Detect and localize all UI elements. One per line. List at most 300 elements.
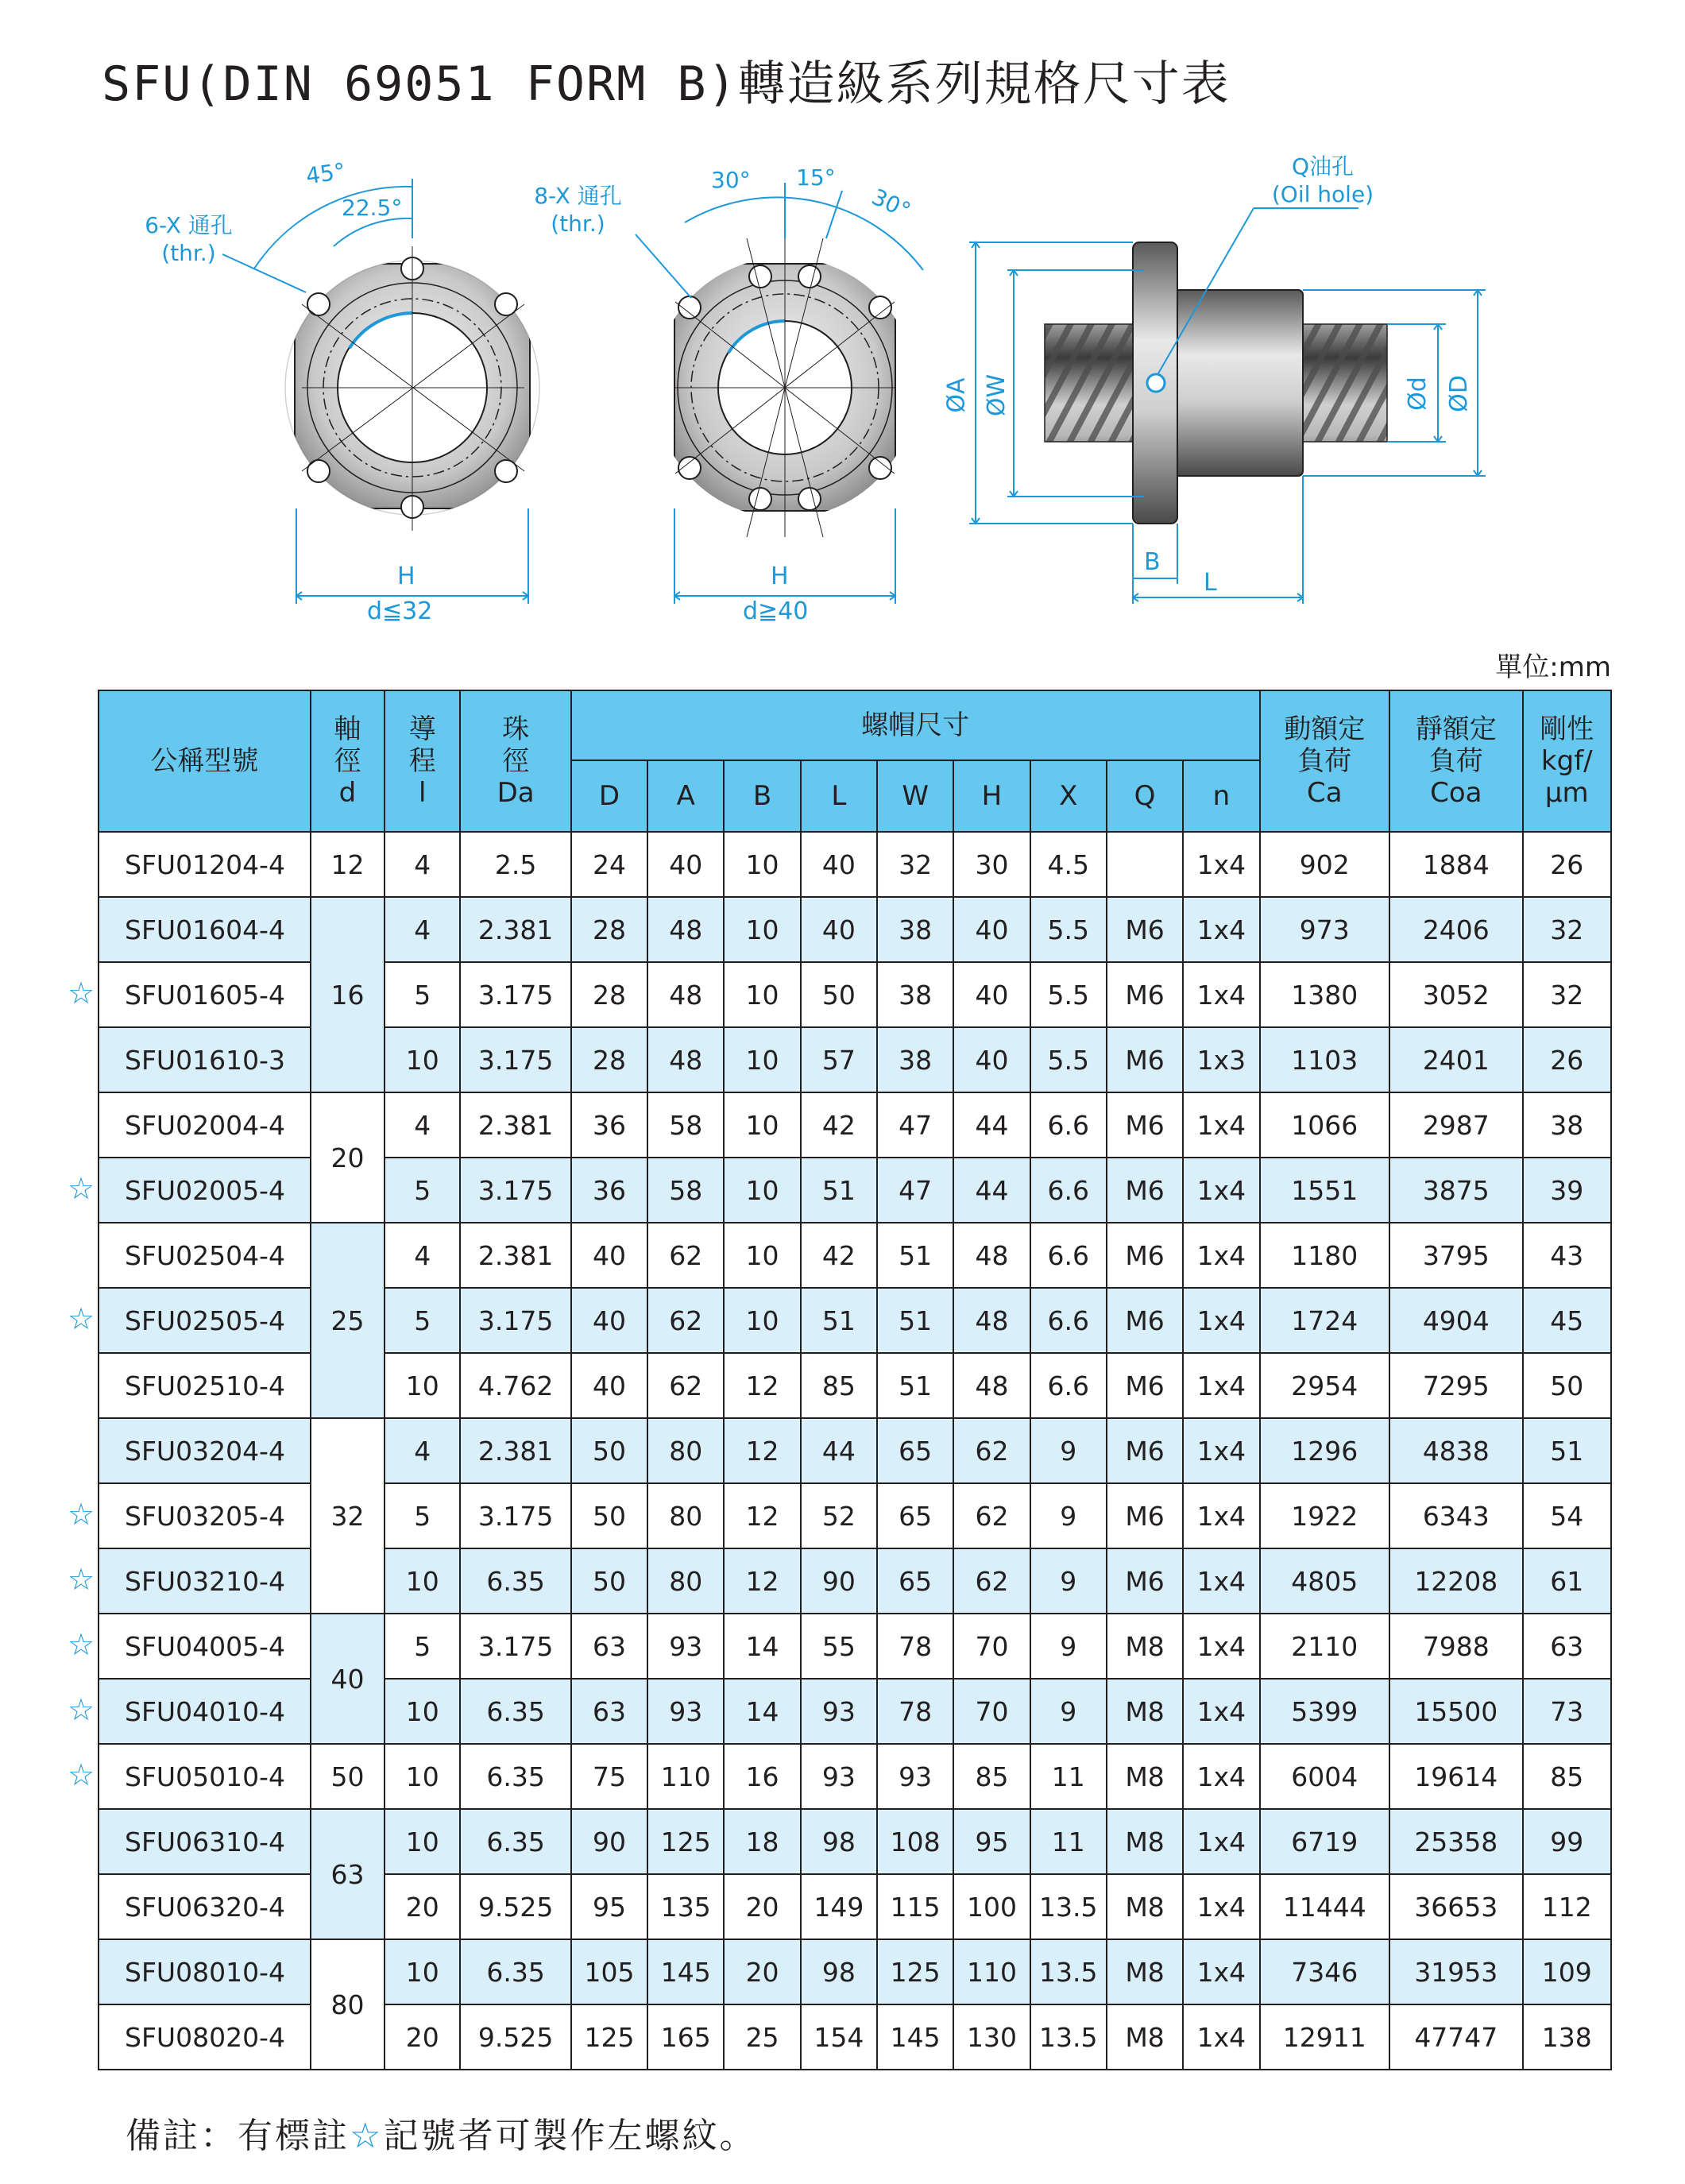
cell-D: 50 — [571, 1418, 647, 1483]
cell-H: 100 — [953, 1874, 1030, 1939]
header-rigidity-line2: kgf/ — [1540, 745, 1593, 777]
cell-B: 14 — [724, 1614, 800, 1679]
header-col-A: A — [647, 760, 724, 832]
cell-B: 12 — [724, 1548, 800, 1614]
cell-Q: M6 — [1107, 897, 1183, 962]
cell-B: 12 — [724, 1418, 800, 1483]
cell-H: 48 — [953, 1288, 1030, 1353]
cell-k: 32 — [1523, 962, 1611, 1027]
header-shaft — [311, 690, 385, 832]
cell-Q: M8 — [1107, 1939, 1183, 2004]
cell-B: 10 — [724, 1223, 800, 1288]
cell-H: 40 — [953, 897, 1030, 962]
cell-Q: M6 — [1107, 962, 1183, 1027]
cell-k: 99 — [1523, 1809, 1611, 1874]
header-dynamic-line1: 動額定 — [1284, 713, 1366, 745]
cell-da: 2.381 — [460, 1092, 570, 1158]
cell-n: 1x4 — [1183, 1809, 1259, 1874]
middle-angle-right: 30° — [868, 184, 915, 224]
cell-B: 10 — [724, 832, 800, 897]
cell-l: 4 — [385, 1418, 460, 1483]
footnote-suffix: 記號者可製作左螺紋。 — [383, 2116, 757, 2156]
cell-H: 62 — [953, 1548, 1030, 1614]
cell-L: 154 — [801, 2004, 877, 2070]
cell-ca: 12911 — [1260, 2004, 1390, 2070]
cell-D: 36 — [571, 1158, 647, 1223]
cell-ca: 4805 — [1260, 1548, 1390, 1614]
cell-B: 10 — [724, 1092, 800, 1158]
cell-model: SFU01604-4 — [99, 897, 311, 962]
cell-W: 47 — [877, 1158, 953, 1223]
cell-n: 1x4 — [1183, 832, 1259, 897]
left-hole-label — [135, 208, 242, 266]
cell-B: 25 — [724, 2004, 800, 2070]
cell-X: 6.6 — [1030, 1223, 1107, 1288]
middle-angle-mid: 15° — [796, 164, 836, 191]
cell-L: 98 — [801, 1809, 877, 1874]
cell-k: 26 — [1523, 832, 1611, 897]
header-ball-line2: 徑 — [502, 745, 530, 777]
cell-model: SFU03204-4 — [99, 1418, 311, 1483]
middle-angle-left: 30° — [711, 167, 751, 193]
cell-H: 70 — [953, 1614, 1030, 1679]
cell-Q: M6 — [1107, 1092, 1183, 1158]
cell-X: 9 — [1030, 1483, 1107, 1548]
cell-H: 40 — [953, 1027, 1030, 1092]
middle-dim-h: H — [771, 562, 789, 590]
side-dim-w: ØW — [983, 373, 1011, 417]
cell-k: 26 — [1523, 1027, 1611, 1092]
header-shaft-line1: 軸 — [334, 713, 361, 745]
cell-W: 65 — [877, 1483, 953, 1548]
cell-k: 54 — [1523, 1483, 1611, 1548]
side-dim-b: B — [1144, 548, 1161, 576]
cell-B: 10 — [724, 1027, 800, 1092]
cell-A: 80 — [647, 1548, 724, 1614]
middle-hole-label-en: (thr.) — [551, 211, 605, 237]
cell-X: 13.5 — [1030, 1874, 1107, 1939]
cell-D: 63 — [571, 1614, 647, 1679]
cell-B: 20 — [724, 1874, 800, 1939]
header-rigidity — [1523, 690, 1611, 832]
cell-D: 40 — [571, 1353, 647, 1418]
cell-Q: M6 — [1107, 1288, 1183, 1353]
cell-ca: 7346 — [1260, 1939, 1390, 2004]
cell-k: 32 — [1523, 897, 1611, 962]
cell-H: 110 — [953, 1939, 1030, 2004]
cell-Q: M6 — [1107, 1223, 1183, 1288]
table-row — [99, 1809, 1611, 1874]
table-row — [99, 1614, 1611, 1679]
side-dim-d-small: Ød — [1403, 377, 1432, 411]
cell-model: SFU01610-3 — [99, 1027, 311, 1092]
cell-n: 1x4 — [1183, 1874, 1259, 1939]
cell-A: 62 — [647, 1223, 724, 1288]
cell-A: 93 — [647, 1614, 724, 1679]
cell-Q: M8 — [1107, 1614, 1183, 1679]
cell-X: 5.5 — [1030, 962, 1107, 1027]
cell-k: 39 — [1523, 1158, 1611, 1223]
cell-D: 50 — [571, 1483, 647, 1548]
cell-Q: M8 — [1107, 1744, 1183, 1809]
table-row — [99, 897, 1611, 962]
cell-ca: 1296 — [1260, 1418, 1390, 1483]
cell-L: 40 — [801, 832, 877, 897]
cell-k: 43 — [1523, 1223, 1611, 1288]
cell-coa: 2987 — [1389, 1092, 1523, 1158]
cell-A: 165 — [647, 2004, 724, 2070]
cell-coa: 15500 — [1389, 1679, 1523, 1744]
cell-L: 93 — [801, 1679, 877, 1744]
cell-da: 6.35 — [460, 1809, 570, 1874]
cell-model: SFU02005-4 — [99, 1158, 311, 1223]
cell-coa: 25358 — [1389, 1809, 1523, 1874]
cell-B: 12 — [724, 1483, 800, 1548]
cell-model: SFU02510-4 — [99, 1353, 311, 1418]
cell-Q: M8 — [1107, 1874, 1183, 1939]
cell-X: 6.6 — [1030, 1092, 1107, 1158]
cell-H: 48 — [953, 1223, 1030, 1288]
cell-ca: 1180 — [1260, 1223, 1390, 1288]
left-thread-star-icon: ☆ — [67, 1171, 95, 1206]
cell-D: 40 — [571, 1288, 647, 1353]
left-hole-label-zh: 6-X 通孔 — [145, 212, 233, 238]
cell-k: 109 — [1523, 1939, 1611, 2004]
cell-A: 62 — [647, 1288, 724, 1353]
cell-A: 110 — [647, 1744, 724, 1809]
left-thread-star-icon: ☆ — [67, 1301, 95, 1336]
cell-model: SFU03205-4 — [99, 1483, 311, 1548]
cell-L: 51 — [801, 1288, 877, 1353]
cell-D: 28 — [571, 1027, 647, 1092]
cell-shaft-diameter: 20 — [311, 1092, 385, 1223]
cell-B: 10 — [724, 1158, 800, 1223]
left-thread-star-icon: ☆ — [67, 976, 95, 1011]
cell-coa: 2401 — [1389, 1027, 1523, 1092]
cell-coa: 2406 — [1389, 897, 1523, 962]
table-row — [99, 832, 1611, 897]
cell-ca: 6719 — [1260, 1809, 1390, 1874]
left-thread-star-icon: ☆ — [67, 1627, 95, 1662]
cell-B: 18 — [724, 1809, 800, 1874]
cell-L: 149 — [801, 1874, 877, 1939]
oil-hole-label — [1247, 149, 1398, 207]
cell-n: 1x4 — [1183, 1483, 1259, 1548]
cell-da: 4.762 — [460, 1353, 570, 1418]
cell-X: 4.5 — [1030, 832, 1107, 897]
cell-l: 10 — [385, 1939, 460, 2004]
cell-B: 16 — [724, 1744, 800, 1809]
left-thread-star-icon: ☆ — [67, 1692, 95, 1727]
cell-n: 1x4 — [1183, 1353, 1259, 1418]
oil-hole-label-en: (Oil hole) — [1271, 181, 1374, 207]
left-angle-outer: 45° — [303, 157, 347, 190]
cell-k: 61 — [1523, 1548, 1611, 1614]
cell-H: 44 — [953, 1092, 1030, 1158]
cell-L: 55 — [801, 1614, 877, 1679]
cell-W: 145 — [877, 2004, 953, 2070]
cell-model: SFU05010-4 — [99, 1744, 311, 1809]
cell-da: 3.175 — [460, 1483, 570, 1548]
cell-model: SFU03210-4 — [99, 1548, 311, 1614]
cell-D: 125 — [571, 2004, 647, 2070]
cell-H: 130 — [953, 2004, 1030, 2070]
cell-da: 3.175 — [460, 1158, 570, 1223]
header-rigidity-line3: μm — [1544, 777, 1589, 809]
cell-Q: M6 — [1107, 1548, 1183, 1614]
cell-L: 40 — [801, 897, 877, 962]
cell-B: 10 — [724, 962, 800, 1027]
header-lead-line2: 程 — [408, 745, 436, 777]
cell-da: 6.35 — [460, 1679, 570, 1744]
cell-Q: M6 — [1107, 1418, 1183, 1483]
cell-H: 85 — [953, 1744, 1030, 1809]
middle-flange-drawing — [636, 183, 923, 604]
cell-shaft-diameter: 63 — [311, 1809, 385, 1939]
header-static-line2: 負荷 — [1428, 745, 1483, 777]
cell-D: 75 — [571, 1744, 647, 1809]
middle-hole-label — [524, 179, 632, 237]
cell-l: 10 — [385, 1744, 460, 1809]
header-col-B: B — [724, 760, 800, 832]
cell-X: 9 — [1030, 1614, 1107, 1679]
cell-H: 40 — [953, 962, 1030, 1027]
cell-k: 45 — [1523, 1288, 1611, 1353]
cell-X: 13.5 — [1030, 1939, 1107, 2004]
cell-n: 1x4 — [1183, 1548, 1259, 1614]
cell-model: SFU01605-4 — [99, 962, 311, 1027]
cell-l: 5 — [385, 1288, 460, 1353]
cell-n: 1x4 — [1183, 1418, 1259, 1483]
cell-B: 10 — [724, 897, 800, 962]
cell-X: 5.5 — [1030, 1027, 1107, 1092]
cell-A: 40 — [647, 832, 724, 897]
left-flange-drawing — [222, 179, 539, 604]
cell-shaft-diameter: 16 — [311, 897, 385, 1092]
cell-L: 44 — [801, 1418, 877, 1483]
cell-ca: 1724 — [1260, 1288, 1390, 1353]
cell-W: 47 — [877, 1092, 953, 1158]
cell-n: 1x4 — [1183, 1092, 1259, 1158]
cell-L: 42 — [801, 1223, 877, 1288]
cell-da: 6.35 — [460, 1548, 570, 1614]
cell-D: 24 — [571, 832, 647, 897]
footnote — [126, 2107, 756, 2158]
cell-W: 38 — [877, 897, 953, 962]
cell-ca: 6004 — [1260, 1744, 1390, 1809]
cell-shaft-diameter: 80 — [311, 1939, 385, 2070]
cell-n: 1x4 — [1183, 1158, 1259, 1223]
cell-n: 1x4 — [1183, 2004, 1259, 2070]
side-dim-a: ØA — [942, 377, 971, 413]
cell-ca: 973 — [1260, 897, 1390, 962]
header-static-line1: 靜額定 — [1415, 713, 1497, 745]
cell-l: 10 — [385, 1353, 460, 1418]
cell-X: 9 — [1030, 1418, 1107, 1483]
cell-n: 1x4 — [1183, 1288, 1259, 1353]
oil-hole-label-zh: Q油孔 — [1291, 153, 1355, 180]
cell-Q: M6 — [1107, 1158, 1183, 1223]
cell-Q: M6 — [1107, 1027, 1183, 1092]
cell-X: 9 — [1030, 1679, 1107, 1744]
header-col-Q: Q — [1107, 760, 1183, 832]
cell-da: 2.5 — [460, 832, 570, 897]
cell-ca: 11444 — [1260, 1874, 1390, 1939]
cell-L: 93 — [801, 1744, 877, 1809]
cell-l: 10 — [385, 1679, 460, 1744]
table-body — [99, 832, 1611, 2070]
cell-coa: 19614 — [1389, 1744, 1523, 1809]
table-row — [99, 1092, 1611, 1158]
cell-L: 90 — [801, 1548, 877, 1614]
cell-model: SFU04005-4 — [99, 1614, 311, 1679]
cell-coa: 12208 — [1389, 1548, 1523, 1614]
cell-model: SFU02505-4 — [99, 1288, 311, 1353]
table-row — [99, 1744, 1611, 1809]
cell-A: 145 — [647, 1939, 724, 2004]
cell-W: 51 — [877, 1288, 953, 1353]
cell-da: 3.175 — [460, 1027, 570, 1092]
cell-W: 51 — [877, 1353, 953, 1418]
header-shaft-line2: 徑 — [334, 745, 361, 777]
cell-l: 10 — [385, 1809, 460, 1874]
cell-ca: 2110 — [1260, 1614, 1390, 1679]
side-dim-l: L — [1204, 569, 1217, 597]
cell-X: 6.6 — [1030, 1158, 1107, 1223]
cell-ca: 2954 — [1260, 1353, 1390, 1418]
cell-model: SFU01204-4 — [99, 832, 311, 897]
cell-Q: M8 — [1107, 1679, 1183, 1744]
header-col-W: W — [877, 760, 953, 832]
cell-X: 9 — [1030, 1548, 1107, 1614]
left-thread-star-icon: ☆ — [67, 1562, 95, 1597]
cell-W: 65 — [877, 1418, 953, 1483]
cell-coa: 7295 — [1389, 1353, 1523, 1418]
cell-l: 4 — [385, 897, 460, 962]
cell-coa: 6343 — [1389, 1483, 1523, 1548]
cell-l: 20 — [385, 1874, 460, 1939]
header-ball — [460, 690, 570, 832]
cell-ca: 1922 — [1260, 1483, 1390, 1548]
cell-B: 10 — [724, 1288, 800, 1353]
cell-W: 32 — [877, 832, 953, 897]
cell-L: 85 — [801, 1353, 877, 1418]
cell-k: 63 — [1523, 1614, 1611, 1679]
header-dynamic-line2: 負荷 — [1297, 745, 1352, 777]
cell-ca: 5399 — [1260, 1679, 1390, 1744]
header-lead-line1: 導 — [408, 713, 436, 745]
cell-W: 115 — [877, 1874, 953, 1939]
header-static-line3: Coa — [1430, 777, 1482, 809]
cell-n: 1x4 — [1183, 962, 1259, 1027]
cell-W: 125 — [877, 1939, 953, 2004]
cell-X: 11 — [1030, 1809, 1107, 1874]
cell-shaft-diameter: 12 — [311, 832, 385, 897]
cell-A: 58 — [647, 1158, 724, 1223]
middle-condition: d≧40 — [743, 597, 809, 625]
cell-n: 1x4 — [1183, 897, 1259, 962]
cell-X: 11 — [1030, 1744, 1107, 1809]
cell-da: 2.381 — [460, 897, 570, 962]
cell-model: SFU08020-4 — [99, 2004, 311, 2070]
cell-l: 4 — [385, 1092, 460, 1158]
cell-ca: 1103 — [1260, 1027, 1390, 1092]
cell-model: SFU06310-4 — [99, 1809, 311, 1874]
header-col-X: X — [1030, 760, 1107, 832]
cell-n: 1x4 — [1183, 1223, 1259, 1288]
left-thread-star-icon: ☆ — [67, 1757, 95, 1792]
footnote-prefix: 備註：有標註 — [126, 2116, 350, 2156]
cell-H: 30 — [953, 832, 1030, 897]
cell-H: 62 — [953, 1418, 1030, 1483]
header-nut-group: 螺帽尺寸 — [571, 690, 1260, 760]
header-ball-line3: Da — [497, 777, 535, 809]
cell-Q: M6 — [1107, 1483, 1183, 1548]
cell-H: 48 — [953, 1353, 1030, 1418]
cell-k: 112 — [1523, 1874, 1611, 1939]
cell-da: 9.525 — [460, 2004, 570, 2070]
cell-D: 50 — [571, 1548, 647, 1614]
cell-H: 70 — [953, 1679, 1030, 1744]
cell-da: 6.35 — [460, 1744, 570, 1809]
cell-A: 80 — [647, 1483, 724, 1548]
cell-da: 2.381 — [460, 1418, 570, 1483]
cell-X: 5.5 — [1030, 897, 1107, 962]
cell-D: 28 — [571, 897, 647, 962]
cell-B: 20 — [724, 1939, 800, 2004]
cell-coa: 3795 — [1389, 1223, 1523, 1288]
cell-H: 62 — [953, 1483, 1030, 1548]
cell-da: 3.175 — [460, 962, 570, 1027]
cell-W: 65 — [877, 1548, 953, 1614]
cell-H: 95 — [953, 1809, 1030, 1874]
cell-L: 52 — [801, 1483, 877, 1548]
cell-k: 50 — [1523, 1353, 1611, 1418]
header-rigidity-line1: 剛性 — [1540, 713, 1594, 745]
cell-D: 36 — [571, 1092, 647, 1158]
cell-A: 48 — [647, 1027, 724, 1092]
cell-model: SFU02004-4 — [99, 1092, 311, 1158]
cell-model: SFU02504-4 — [99, 1223, 311, 1288]
cell-shaft-diameter: 32 — [311, 1418, 385, 1614]
cell-model: SFU06320-4 — [99, 1874, 311, 1939]
cell-l: 10 — [385, 1548, 460, 1614]
cell-da: 9.525 — [460, 1874, 570, 1939]
header-col-D: D — [571, 760, 647, 832]
cell-H: 44 — [953, 1158, 1030, 1223]
left-dim-h: H — [397, 562, 415, 590]
cell-D: 105 — [571, 1939, 647, 2004]
cell-coa: 1884 — [1389, 832, 1523, 897]
side-dim-d-big: ØD — [1444, 375, 1473, 412]
cell-da: 2.381 — [460, 1223, 570, 1288]
cell-l: 5 — [385, 1614, 460, 1679]
cell-ca: 902 — [1260, 832, 1390, 897]
table-row — [99, 1223, 1611, 1288]
cell-da: 3.175 — [460, 1288, 570, 1353]
left-hole-label-en: (thr.) — [161, 240, 216, 266]
cell-W: 51 — [877, 1223, 953, 1288]
header-dynamic — [1260, 690, 1390, 832]
cell-da: 3.175 — [460, 1614, 570, 1679]
cell-W: 38 — [877, 962, 953, 1027]
cell-l: 4 — [385, 832, 460, 897]
cell-A: 62 — [647, 1353, 724, 1418]
technical-drawings — [0, 0, 1685, 699]
cell-D: 40 — [571, 1223, 647, 1288]
cell-ca: 1551 — [1260, 1158, 1390, 1223]
page-title: SFU(DIN 69051 FORM B)轉造級系列規格尺寸表 — [102, 56, 1231, 112]
